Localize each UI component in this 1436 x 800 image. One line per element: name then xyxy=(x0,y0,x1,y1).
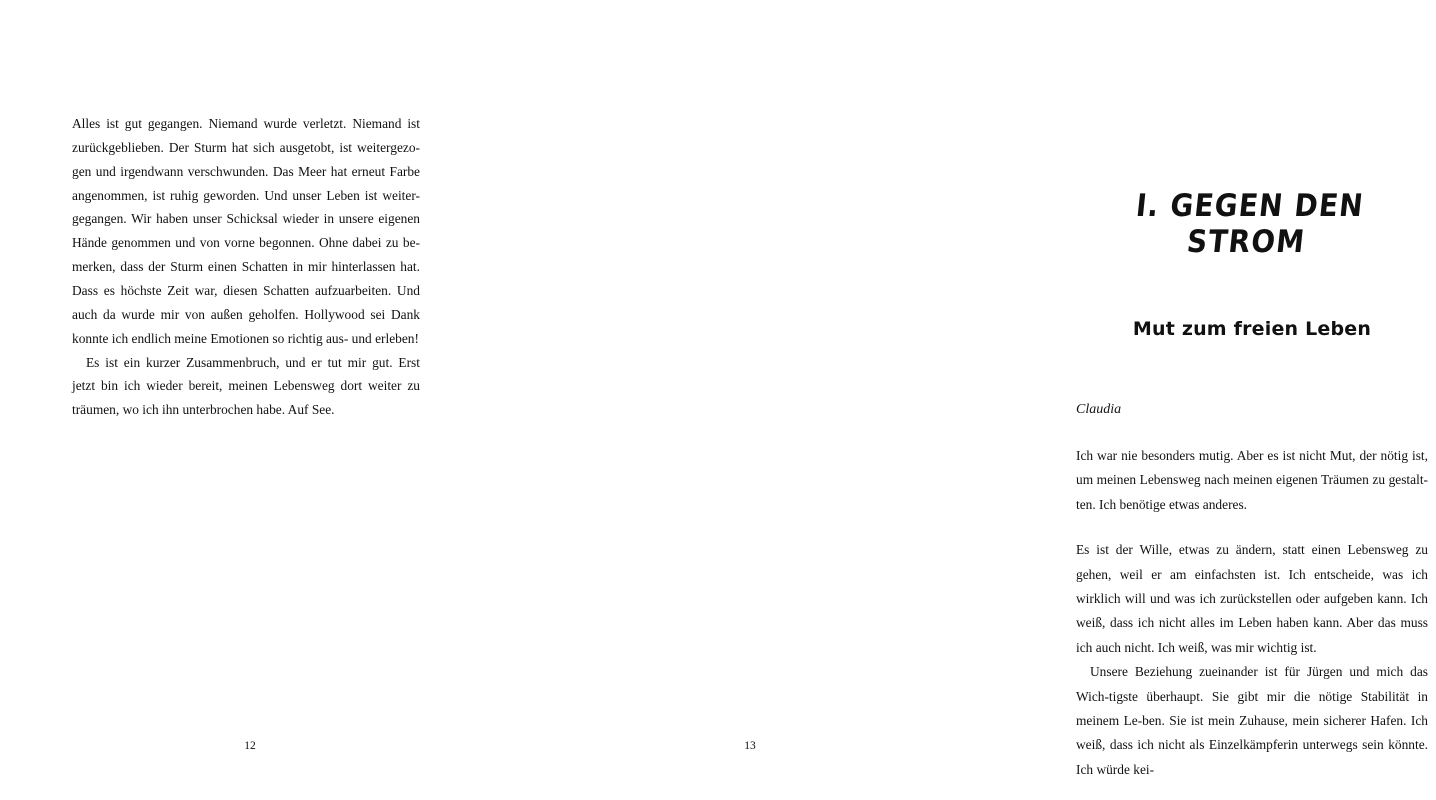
speaker-name: Claudia xyxy=(1076,402,1122,417)
chapter-title: I. GEGEN DEN STROM xyxy=(1134,188,1366,260)
page-number-right: 13 xyxy=(744,740,756,752)
paragraph: Unsere Beziehung zueinander ist für Jürgen und mich das Wich-tigste überhaupt. Sie gibt mir die nötige Stabilität in meinem Le-ben. Sie ist mein Zuhause, mein sicherer Hafen. Ich weiß, dass ich nicht als Einzelkämpferin unterwegs sein könnte. Ich würde kei- xyxy=(1076,664,1428,777)
right-page-text-block xyxy=(1076,112,1428,782)
chapter-subtitle: Mut zum freien Leben xyxy=(1132,318,1372,340)
right-page xyxy=(500,0,1428,800)
left-page-text-block xyxy=(72,112,420,422)
page-number-left: 12 xyxy=(244,740,256,752)
paragraph: Ich war nie besonders mutig. Aber es ist nicht Mut, der nötig ist, um meinen Lebensweg nach meinen eigenen Träumen zu gestalt-ten. Ich benötige etwas anderes. xyxy=(1076,448,1428,512)
paragraph: Alles ist gut gegangen. Niemand wurde verletzt. Niemand ist zurückgeblieben. Der Sturm hat sich ausgetobt, ist weitergezo-gen und irgendwann verschwunden. Das Meer hat erneut Farbe angenommen, ist ruhig geworden. Und unser Leben ist weiter-gegangen. Wir haben unser Schicksal wieder in unsere eigenen Hände genommen und von vorne begonnen. Ohne dabei zu be-merken, dass der Sturm einen Schatten in mir hinterlassen hat. Dass es höchste Zeit war, diesen Schatten aufzuarbeiten. Und auch da wurde mir von außen geholfen. Hollywood sei Dank konnte ich endlich meine Emotionen so richtig aus- und erleben! xyxy=(72,116,420,346)
right-page-body xyxy=(1076,418,1428,782)
left-page xyxy=(0,0,500,800)
paragraph: Es ist ein kurzer Zusammenbruch, und er tut mir gut. Erst jetzt bin ich wieder bereit, meinen Lebensweg dort weiter zu träumen, wo ich ihn unterbrochen habe. Auf See. xyxy=(72,354,420,418)
paragraph: Es ist der Wille, etwas zu ändern, statt einen Lebensweg zu gehen, weil er am einfachsten ist. Ich entscheide, was ich wirklich will und was ich zurückstellen oder aufgeben kann. Ich weiß, dass ich nicht alles im Leben haben kann. Aber das muss ich auch nicht. Ich weiß, was mir wichtig ist. xyxy=(1076,542,1428,655)
